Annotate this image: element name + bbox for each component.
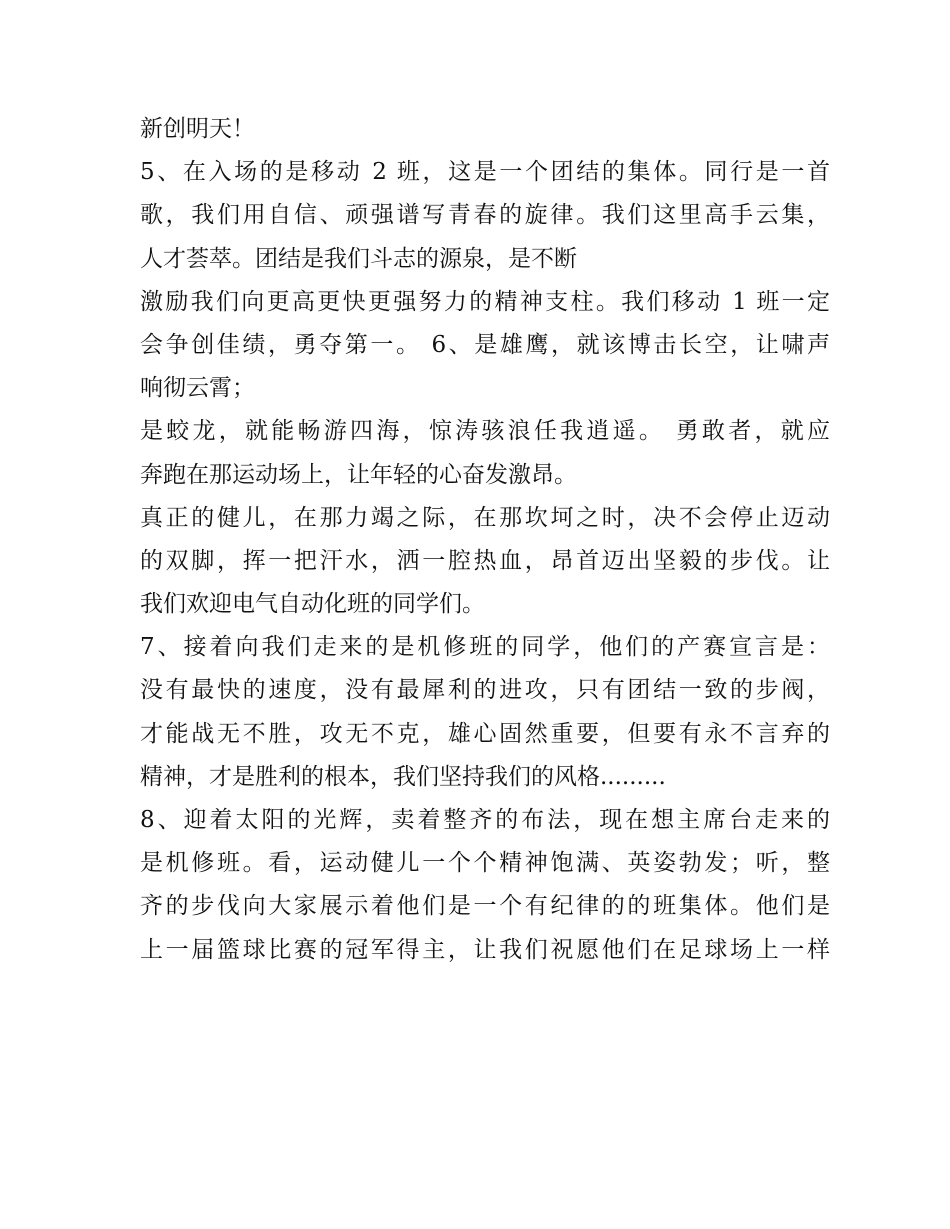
text-line: 齐的步伐向大家展示着他们是一个有纪律的的班集体。他们是 [140,893,830,920]
text-line: 没有最快的速度，没有最犀利的进攻，只有团结一致的步阀， [140,677,830,704]
text-line: 歌，我们用自信、顽强谱写青春的旋律。我们这里高手云集， [140,202,830,229]
text-line: 响彻云霄； [140,375,255,402]
text-line: 5、在入场的是移动 2 班，这是一个团结的集体。同行是一首 [140,159,830,186]
text-line: 会争创佳绩，勇夺第一。 6、是雄鹰，就该博击长空，让啸声 [140,331,830,358]
text-line: 新创明天！ [140,116,255,142]
text-line: 是蛟龙，就能畅游四海，惊涛骇浪任我逍遥。 勇敢者，就应 [140,418,830,445]
text-line: 8、迎着太阳的光辉，卖着整齐的布法，现在想主席台走来的 [140,807,830,833]
text-line: 激励我们向更高更快更强努力的精神支柱。我们移动 1 班一定 [140,288,830,315]
text-line: 人才荟萃。团结是我们斗志的源泉，是不断 [140,245,577,272]
text-line: 精神，才是胜利的根本，我们坚持我们的风格......... [140,763,666,790]
text-line: 奔跑在那运动场上，让年轻的心奋发激昂。 [140,461,577,488]
document-body [140,108,830,972]
text-line: 我们欢迎电气自动化班的同学们。 [140,591,485,618]
text-line: 的双脚，挥一把汗水，洒一腔热血，昂首迈出坚毅的步伐。让 [140,547,830,574]
text-line: 是机修班。看，运动健儿一个个精神饱满、英姿勃发；听，整 [140,850,830,877]
text-line: 真正的健儿，在那力竭之际，在那坎坷之时，决不会停止迈动 [140,504,830,531]
text-line: 才能战无不胜，攻无不克，雄心固然重要，但要有永不言弃的 [140,720,830,747]
text-line: 上一届篮球比赛的冠军得主，让我们祝愿他们在足球场上一样 [140,936,830,963]
text-line: 7、接着向我们走来的是机修班的同学，他们的产赛宣言是： [140,634,830,661]
